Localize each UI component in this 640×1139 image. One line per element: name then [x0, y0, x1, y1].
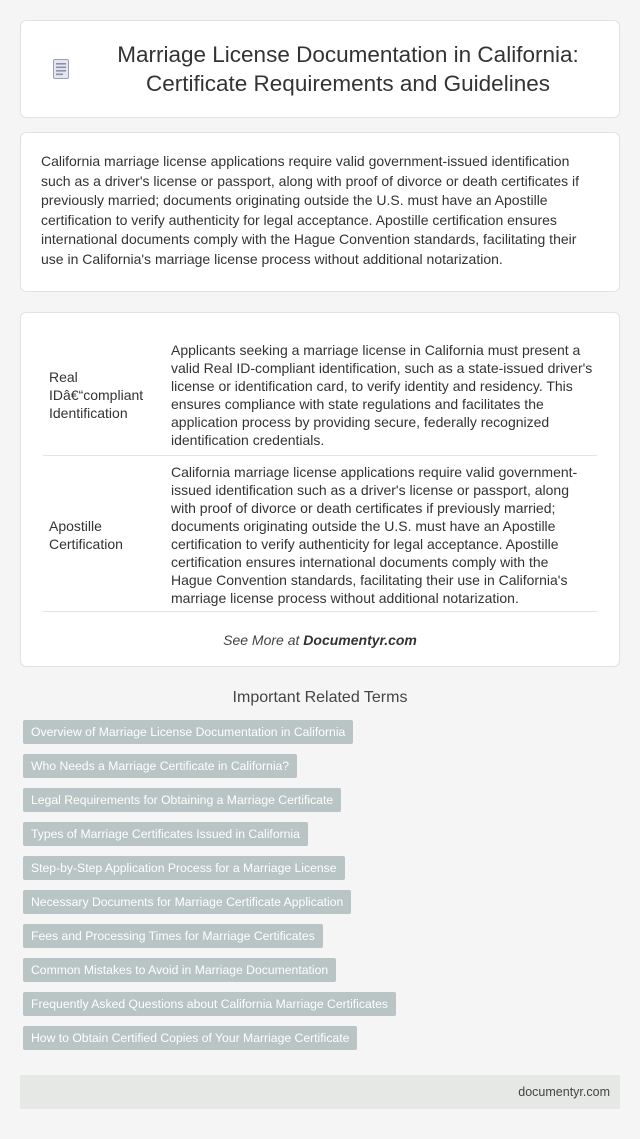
footer-site-label[interactable]: documentyr.com: [518, 1085, 610, 1099]
term-cell: Real IDâ€“compliant Identification: [43, 339, 165, 456]
related-tag[interactable]: Who Needs a Marriage Certificate in California?: [23, 754, 297, 778]
related-tag[interactable]: Overview of Marriage License Documentation in California: [23, 720, 353, 744]
related-tag[interactable]: Types of Marriage Certificates Issued in California: [23, 822, 308, 846]
header-card: [20, 20, 620, 118]
see-more-prefix: See More at: [223, 632, 300, 648]
related-tag[interactable]: How to Obtain Certified Copies of Your Marriage Certificate: [23, 1026, 357, 1050]
related-tag[interactable]: Fees and Processing Times for Marriage Certificates: [23, 924, 323, 948]
related-terms-heading: Important Related Terms: [232, 689, 408, 706]
related-tag[interactable]: Legal Requirements for Obtaining a Marriage Certificate: [23, 788, 341, 812]
details-card: [20, 312, 620, 667]
see-more-link[interactable]: Documentyr.com: [303, 632, 417, 648]
table-row: [43, 456, 597, 612]
related-tag[interactable]: Necessary Documents for Marriage Certificate Application: [23, 890, 351, 914]
related-tag[interactable]: Common Mistakes to Avoid in Marriage Documentation: [23, 958, 336, 982]
table-row: [43, 339, 597, 456]
description-cell: Applicants seeking a marriage license in California must present a valid Real ID-compliant identification, such as a state-issued driver's license or identification card, to verify identity and residency. This ensures compliance with state regulations and facilitates the application process by providing secure, federally recognized identification credentials.: [165, 339, 597, 456]
related-tag[interactable]: Frequently Asked Questions about California Marriage Certificates: [23, 992, 396, 1016]
description-cell: California marriage license applications require valid government-issued identification such as a driver's license or passport, along with proof of divorce or death certificates if previously married; documents originating outside the U.S. must have an Apostille certification to verify authenticity for legal acceptance. Apostille certification ensures international documents comply with the Hague Convention standards, facilitating their use in California's marriage license process without additional notarization.: [165, 456, 597, 612]
term-cell: Apostille Certification: [43, 456, 165, 612]
details-table: [43, 339, 597, 612]
footer: [20, 1075, 620, 1109]
document-icon: [53, 59, 69, 79]
page-title: Marriage License Documentation in California: Certificate Requirements and Guidelines: [117, 42, 579, 96]
intro-paragraph: California marriage license applications require valid government-issued identification such as a driver's license or passport, along with proof of divorce or death certificates if previously married; documents originating outside the U.S. must have an Apostille certification to verify authenticity for legal acceptance. Apostille certification ensures international documents comply with the Hague Convention standards, facilitating their use in California's marriage license process without additional notarization.: [20, 132, 620, 292]
related-tags: [20, 720, 620, 1060]
see-more-line: [43, 632, 597, 648]
related-tag[interactable]: Step-by-Step Application Process for a Marriage License: [23, 856, 345, 880]
